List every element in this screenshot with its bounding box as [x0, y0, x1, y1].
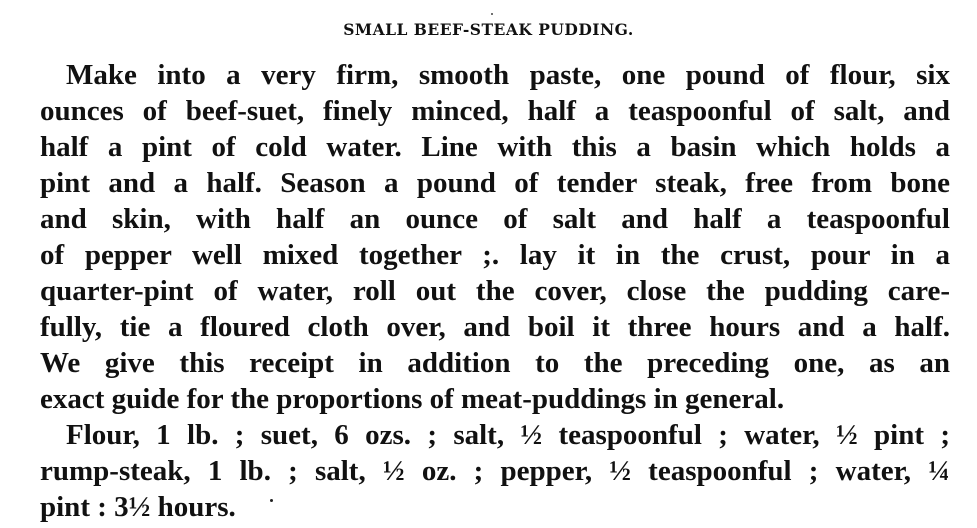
paragraph-line-2: ounces of beef-suet, finely minced, half a teaspoonful of salt, and	[40, 95, 950, 127]
paragraph-line-6: of pepper well mixed together ;. lay it in the crust, pour in a	[40, 239, 950, 271]
summary-line-3: pint : 3½ hours.	[40, 491, 236, 523]
summary-line-1: Flour, 1 lb. ; suet, 6 ozs. ; salt, ½ teaspoonful ; water, ½ pint ;	[66, 419, 950, 451]
paragraph-line-9: We give this receipt in addition to the preceding one, as an	[40, 347, 950, 379]
summary-line-2: rump-steak, 1 lb. ; salt, ½ oz. ; pepper, ½ teaspoonful ; water, ¼	[40, 455, 950, 487]
paragraph-line-3: half a pint of cold water. Line with this a basin which holds a	[40, 131, 950, 163]
recipe-title: SMALL BEEF-STEAK PUDDING.	[343, 20, 634, 39]
print-speck	[491, 13, 493, 15]
paragraph-line-5: and skin, with half an ounce of salt and half a teaspoonful	[40, 203, 950, 235]
paragraph-line-4: pint and a half. Season a pound of tender steak, free from bone	[40, 167, 950, 199]
print-dot	[270, 499, 273, 502]
paragraph-line-7: quarter-pint of water, roll out the cover, close the pudding care-	[40, 275, 950, 307]
paragraph-line-8: fully, tie a floured cloth over, and boil it three hours and a half.	[40, 311, 950, 343]
paragraph-line-10: exact guide for the proportions of meat-puddings in general.	[40, 383, 785, 415]
paragraph-line-1: Make into a very firm, smooth paste, one pound of flour, six	[66, 59, 950, 91]
